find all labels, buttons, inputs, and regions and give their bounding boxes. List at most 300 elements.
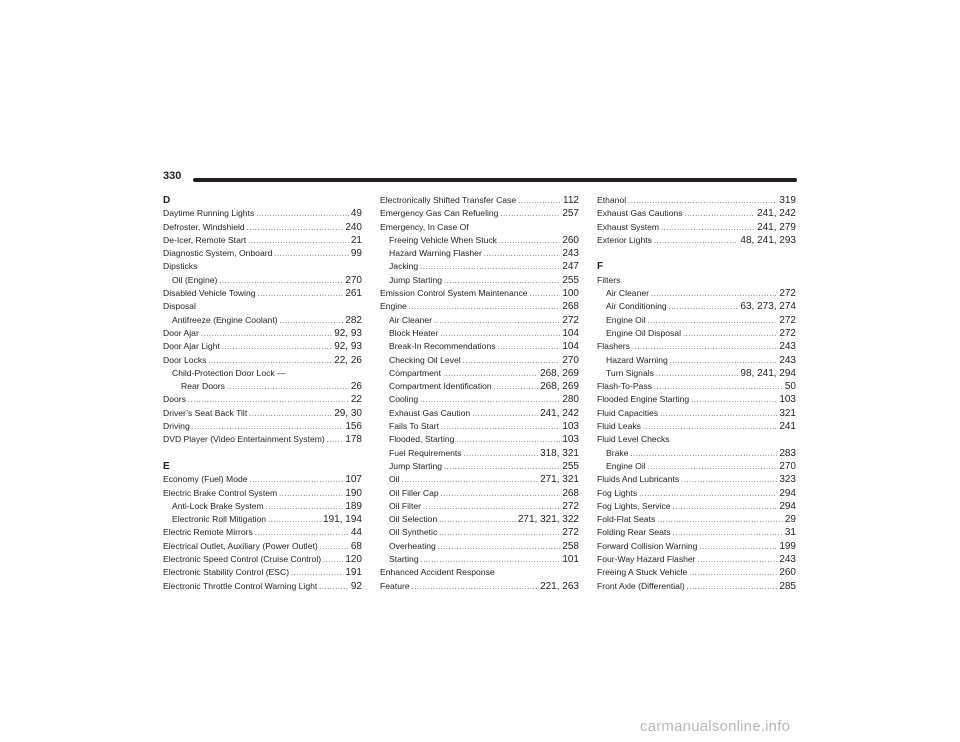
leader-dots [687, 581, 778, 594]
index-term: Fuel Requirements [389, 447, 462, 458]
leader-dots [250, 474, 344, 487]
index-page-refs: 189 [345, 500, 362, 512]
index-term: Driving [163, 421, 190, 432]
index-page-refs: 272 [562, 527, 579, 539]
section-gap [597, 247, 796, 260]
index-term: Engine Oil Disposal [606, 327, 681, 338]
leader-dots [691, 394, 777, 407]
index-term: Fog Lights [597, 487, 638, 498]
index-entry [163, 407, 362, 420]
index-page-refs: 241, 279 [757, 221, 796, 233]
index-entry [163, 354, 362, 367]
index-column-2 [380, 194, 579, 593]
index-page-refs: 103 [779, 394, 796, 406]
index-entry [380, 540, 579, 553]
index-term: Front Axle (Differential) [597, 580, 685, 591]
index-page-refs: 68 [350, 540, 362, 552]
index-entry [597, 566, 796, 579]
leader-dots [669, 301, 739, 314]
leader-dots [319, 581, 349, 594]
page-number: 330 [163, 170, 182, 182]
leader-dots [420, 261, 560, 274]
index-term: Electronically Shifted Transfer Case [380, 195, 517, 205]
index-term: Oil [389, 474, 400, 485]
leader-dots [630, 448, 777, 461]
index-page-refs: 280 [562, 394, 579, 406]
index-entry [597, 526, 796, 539]
index-entry [597, 340, 796, 353]
index-term: Anti-Lock Brake System [172, 500, 264, 511]
index-entry [597, 367, 796, 380]
leader-dots [464, 448, 538, 461]
leader-dots [673, 527, 783, 540]
index-term: Oil Filter [389, 500, 421, 511]
index-page-refs: 178 [345, 434, 362, 446]
leader-dots [683, 328, 777, 341]
index-page-refs: 100 [562, 288, 579, 300]
header-rule [193, 178, 797, 182]
index-term: Diagnostic System, Onboard [163, 248, 273, 259]
leader-dots [472, 408, 538, 421]
index-term: Exhaust Gas Cautions [597, 208, 683, 219]
leader-dots [255, 527, 349, 540]
index-entry [380, 420, 579, 433]
index-entry [380, 553, 579, 566]
index-entry [380, 433, 579, 446]
index-term: Antifreeze (Engine Coolant) [172, 314, 278, 325]
leader-dots [500, 208, 560, 221]
section-letter: D [163, 195, 171, 206]
index-term: Electric Remote Mirrors [163, 527, 253, 538]
index-page-refs: 49 [350, 208, 362, 220]
section-letter: E [163, 460, 170, 472]
index-entry [163, 221, 362, 234]
leader-dots [698, 554, 778, 567]
leader-dots [441, 488, 561, 501]
leader-dots [681, 474, 777, 487]
leader-dots [654, 235, 738, 248]
leader-dots [280, 315, 344, 328]
index-entry [597, 393, 796, 406]
index-page-refs: 283 [779, 447, 796, 459]
index-entry [380, 367, 579, 380]
index-entry [597, 287, 796, 300]
index-term: Hazard Warning [606, 354, 668, 365]
index-entry [163, 300, 362, 313]
index-page-refs: 44 [350, 527, 362, 539]
index-page-refs: 101 [562, 554, 579, 566]
index-entry [163, 247, 362, 260]
index-entry [380, 447, 579, 460]
index-term: Freeing A Stuck Vehicle [597, 567, 688, 578]
leader-dots [661, 222, 755, 235]
index-term: Electronic Roll Mitigation [172, 514, 267, 525]
index-term: Brake [606, 447, 629, 458]
index-term: Engine Oil [606, 460, 646, 471]
index-page-refs: 191 [345, 567, 362, 579]
index-entry [597, 540, 796, 553]
index-term: Door Ajar [163, 327, 199, 338]
index-page-refs: 120 [345, 554, 362, 566]
index-entry [163, 367, 362, 380]
index-entry [380, 526, 579, 539]
index-page-refs: 321 [779, 407, 796, 419]
index-entry [163, 207, 362, 220]
index-entry [597, 327, 796, 340]
index-entry [163, 433, 362, 446]
index-term: Air Cleaner [389, 314, 432, 325]
leader-dots [651, 288, 777, 301]
index-entry [163, 380, 362, 393]
leader-dots [518, 195, 561, 208]
index-entry [597, 433, 796, 446]
index-term: Folding Rear Seats [597, 527, 671, 538]
index-entry [163, 540, 362, 553]
index-term: Turn Signals [606, 367, 654, 378]
index-entry [597, 553, 796, 566]
leader-dots [628, 195, 777, 208]
index-term: Block Heater [389, 327, 439, 338]
index-page-refs: 271, 321, 322 [517, 514, 579, 526]
index-page-refs: 282 [345, 314, 362, 326]
index-column-3 [597, 194, 796, 593]
index-page-refs: 271, 321 [540, 474, 579, 486]
index-term: Daytime Running Lights [163, 208, 255, 219]
index-term: Exterior Lights [597, 234, 652, 245]
leader-dots [670, 355, 778, 368]
index-page-refs: 272 [562, 500, 579, 512]
index-term: Air Conditioning [606, 301, 667, 312]
index-term: Exhaust System [597, 221, 660, 232]
index-entry [380, 221, 579, 234]
index-entry [597, 447, 796, 460]
index-term: Electronic Throttle Control Warning Light [163, 580, 318, 591]
index-term: Compartment Identification [389, 381, 492, 392]
index-page-refs: 268, 269 [540, 367, 579, 379]
index-term: Engine [380, 301, 407, 312]
leader-dots [530, 288, 561, 301]
leader-dots [291, 567, 343, 580]
leader-dots [258, 288, 344, 301]
index-entry [163, 340, 362, 353]
index-page-refs: 26 [350, 381, 362, 393]
leader-dots [402, 474, 539, 487]
index-entry [163, 513, 362, 526]
index-page-refs: 240 [345, 221, 362, 233]
leader-dots [227, 381, 349, 394]
leader-dots [247, 222, 344, 235]
index-page-refs: 294 [779, 487, 796, 499]
leader-dots [689, 567, 777, 580]
index-term: Defroster, Windshield [163, 221, 245, 232]
index-page-refs: 272 [779, 314, 796, 326]
index-term: Checking Oil Level [389, 354, 461, 365]
index-entry [163, 487, 362, 500]
index-page-refs: 243 [779, 354, 796, 366]
index-page-refs: 258 [562, 540, 579, 552]
index-page-refs: 98, 241, 294 [740, 367, 796, 379]
index-term: Doors [163, 394, 186, 405]
index-entry [597, 420, 796, 433]
index-page-refs: 270 [562, 354, 579, 366]
leader-dots [222, 341, 332, 354]
leader-dots [632, 341, 777, 354]
index-entry [163, 260, 362, 273]
index-term: Compartment [389, 367, 442, 378]
index-page-refs: 268 [562, 301, 579, 313]
watermark-text: carmanualsonline.info [640, 718, 791, 735]
leader-dots [443, 368, 538, 381]
index-term: Jacking [389, 261, 419, 272]
index-term: Oil Synthetic [389, 527, 438, 538]
index-term: Air Cleaner [606, 288, 649, 299]
index-page-refs: 63, 273, 274 [740, 301, 796, 313]
index-entry [597, 314, 796, 327]
index-entry [597, 580, 796, 593]
index-page-refs: 104 [562, 341, 579, 353]
leader-dots [444, 461, 560, 474]
index-page-refs: 103 [562, 421, 579, 433]
leader-dots [434, 315, 560, 328]
leader-dots [673, 501, 778, 514]
index-page-refs: 107 [345, 474, 362, 486]
index-entry [380, 260, 579, 273]
leader-dots [279, 488, 343, 501]
leader-dots [639, 488, 777, 501]
index-entry [380, 300, 579, 313]
index-term: Break-In Recommendations [389, 341, 496, 352]
index-page-refs: 241 [779, 421, 796, 433]
index-term: Jump Starting [389, 460, 443, 471]
index-page-refs: 22, 26 [334, 354, 362, 366]
index-term: Four-Way Hazard Flasher [597, 554, 696, 565]
index-page-refs: 255 [562, 460, 579, 472]
index-page-refs: 243 [562, 248, 579, 260]
index-entry [163, 314, 362, 327]
index-term: Fluid Level Checks [597, 434, 670, 445]
leader-dots [208, 355, 332, 368]
index-entry [163, 420, 362, 433]
leader-dots [656, 368, 738, 381]
leader-dots [327, 434, 344, 447]
leader-dots [440, 328, 560, 341]
index-term: Cooling [389, 394, 419, 405]
index-term: Fog Lights, Service [597, 500, 671, 511]
index-entry [597, 407, 796, 420]
index-entry [163, 327, 362, 340]
index-entry [380, 194, 579, 207]
leader-dots [643, 421, 777, 434]
index-term: Driver’s Seat Back Tilt [163, 407, 248, 418]
index-entry [597, 513, 796, 526]
index-term: Feature [380, 580, 410, 591]
leader-dots [268, 514, 321, 527]
leader-dots [439, 527, 560, 540]
index-term: Exhaust Gas Caution [389, 407, 471, 418]
leader-dots [654, 381, 783, 394]
index-page-refs: 199 [779, 540, 796, 552]
index-term: Filters [597, 274, 621, 285]
index-page-refs: 319 [779, 195, 796, 206]
index-entry [597, 300, 796, 313]
index-page-refs: 323 [779, 474, 796, 486]
index-entry [597, 274, 796, 287]
leader-dots [201, 328, 332, 341]
index-page-refs: 268 [562, 487, 579, 499]
index-page-refs: 92, 93 [334, 341, 362, 353]
index-page-refs: 243 [779, 554, 796, 566]
index-entry [380, 473, 579, 486]
index-entry [380, 566, 579, 579]
index-entry [380, 287, 579, 300]
leader-dots [456, 434, 560, 447]
leader-dots [249, 408, 332, 421]
index-term: Ethanol [597, 195, 627, 205]
index-page-refs: 261 [345, 288, 362, 300]
index-page-refs: 190 [345, 487, 362, 499]
leader-dots [219, 275, 343, 288]
index-term: Starting [389, 554, 419, 565]
index-entry [380, 393, 579, 406]
index-entry [380, 500, 579, 513]
leader-dots [498, 341, 561, 354]
index-page-refs: 260 [779, 567, 796, 579]
index-term: Door Locks [163, 354, 207, 365]
index-page-refs: 22 [350, 394, 362, 406]
index-term: Rear Doors [181, 381, 225, 392]
index-page-refs: 156 [345, 421, 362, 433]
index-page-refs: 50 [784, 381, 796, 393]
index-term: De-Icer, Remote Start [163, 234, 247, 245]
index-entry [597, 500, 796, 513]
index-page-refs: 270 [779, 460, 796, 472]
index-entry [597, 380, 796, 393]
index-term: Freeing Vehicle When Stuck [389, 234, 497, 245]
index-page-refs: 191, 194 [323, 514, 362, 526]
leader-dots [657, 514, 783, 527]
index-term: Fluid Leaks [597, 421, 641, 432]
index-term: Engine Oil [606, 314, 646, 325]
index-page-refs: 272 [779, 327, 796, 339]
leader-dots [441, 421, 560, 434]
index-entry [380, 580, 579, 593]
index-entry [380, 340, 579, 353]
index-term: Fails To Start [389, 421, 439, 432]
index-term: Door Ajar Light [163, 341, 220, 352]
leader-dots [188, 394, 349, 407]
index-entry [380, 274, 579, 287]
index-term: Oil Selection [389, 514, 438, 525]
index-page-refs: 29, 30 [334, 407, 362, 419]
index-page-refs: 268, 269 [540, 381, 579, 393]
index-page-refs: 285 [779, 580, 796, 592]
index-term: Fluids And Lubricants [597, 474, 680, 485]
index-term: Enhanced Accident Response [380, 567, 495, 578]
leader-dots [409, 301, 561, 314]
index-entry [597, 234, 796, 247]
index-term: Dipsticks [163, 261, 198, 272]
leader-dots [438, 541, 560, 554]
index-entry [597, 487, 796, 500]
index-page-refs: 247 [562, 261, 579, 273]
index-page-refs: 29 [784, 514, 796, 526]
index-entry [163, 580, 362, 593]
index-page-refs: 31 [784, 527, 796, 539]
index-term: Fluid Capacities [597, 407, 659, 418]
index-page-refs: 48, 241, 293 [740, 234, 796, 246]
leader-dots [444, 275, 560, 288]
index-term: Emergency, In Case Of [380, 221, 469, 232]
index-page-refs: 221, 263 [540, 580, 579, 592]
leader-dots [648, 461, 778, 474]
index-entry [597, 221, 796, 234]
index-term: Hazard Warning Flasher [389, 248, 482, 259]
index-entry [380, 234, 579, 247]
leader-dots [648, 315, 778, 328]
leader-dots [439, 514, 516, 527]
index-entry [380, 487, 579, 500]
index-page-refs: 272 [562, 314, 579, 326]
index-page-refs: 241, 242 [540, 407, 579, 419]
index-entry [380, 327, 579, 340]
leader-dots [248, 235, 349, 248]
index-term: Flooded Engine Starting [597, 394, 690, 405]
index-term: Economy (Fuel) Mode [163, 474, 248, 485]
leader-dots [320, 541, 349, 554]
index-term: Forward Collision Warning [597, 540, 698, 551]
index-page-refs: 104 [562, 327, 579, 339]
index-term: Child-Protection Door Lock — [172, 367, 286, 378]
index-entry [597, 354, 796, 367]
index-term: DVD Player (Video Entertainment System) [163, 434, 325, 445]
index-entry [597, 207, 796, 220]
index-entry [163, 274, 362, 287]
index-entry [163, 234, 362, 247]
index-entry [163, 526, 362, 539]
index-entry [380, 513, 579, 526]
leader-dots [499, 235, 560, 248]
index-entry [380, 247, 579, 260]
index-entry [163, 287, 362, 300]
leader-dots [699, 541, 777, 554]
leader-dots [266, 501, 344, 514]
section-letter: F [597, 261, 604, 273]
index-term: Electronic Speed Control (Cruise Control) [163, 554, 322, 565]
index-entry [597, 460, 796, 473]
index-entry [380, 460, 579, 473]
index-term: Disabled Vehicle Towing [163, 288, 256, 299]
leader-dots [420, 394, 560, 407]
index-entry [380, 380, 579, 393]
index-entry [380, 354, 579, 367]
index-entry [163, 553, 362, 566]
index-term: Emergency Gas Can Refueling [380, 208, 499, 219]
index-page-refs: 92 [350, 580, 362, 592]
leader-dots [421, 554, 561, 567]
index-term: Electric Brake Control System [163, 487, 278, 498]
index-entry [163, 500, 362, 513]
index-term: Electronic Stability Control (ESC) [163, 567, 290, 578]
index-page-refs: 318, 321 [540, 447, 579, 459]
leader-dots [423, 501, 560, 514]
index-page-refs: 260 [562, 234, 579, 246]
index-term: Disposal [163, 301, 196, 312]
index-entry [380, 314, 579, 327]
index-term: Flooded, Starting [389, 434, 455, 445]
index-entry [597, 194, 796, 207]
index-entry [380, 407, 579, 420]
leader-dots [192, 421, 344, 434]
